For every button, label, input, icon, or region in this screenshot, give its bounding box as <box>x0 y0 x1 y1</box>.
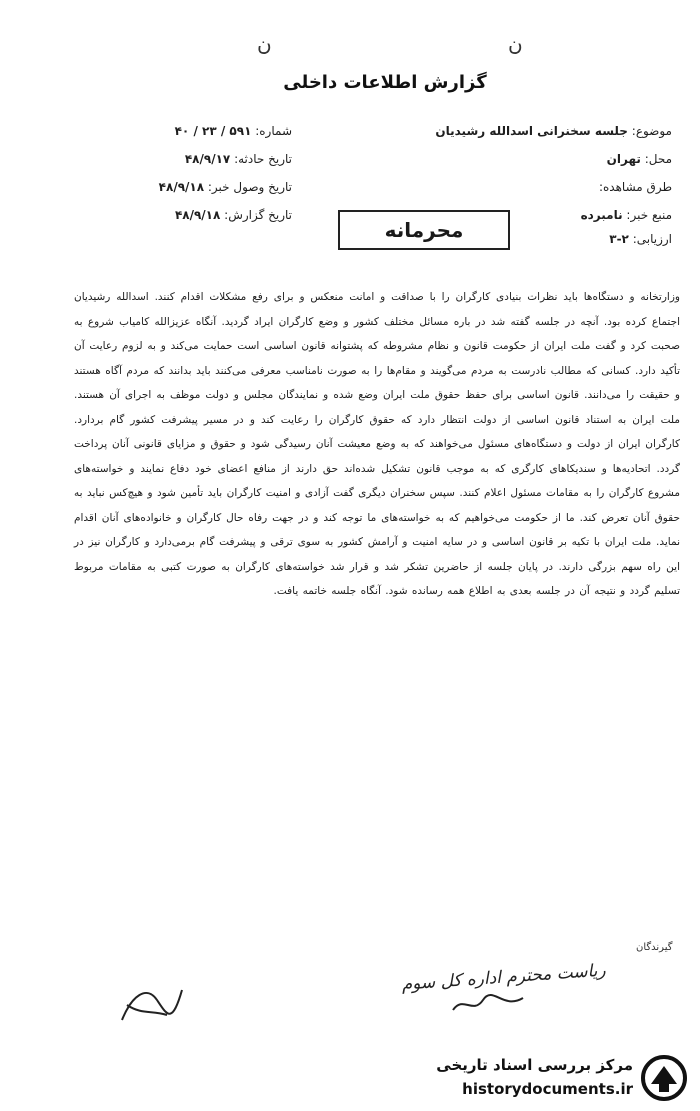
subject-value: جلسه سخنرانی اسدالله رشیدیان <box>435 124 628 138</box>
archive-watermark <box>405 1050 693 1106</box>
evaluation-label: ارزیابی <box>636 232 672 246</box>
date-event-row: تاریخ حادثه: ۴۸/۹/۱۷ <box>184 152 292 166</box>
recipients-label: گیرندگان <box>636 942 673 953</box>
emblem-right: ن <box>508 32 523 56</box>
watermark-org-name: مرکز بررسی اسناد تاریخی <box>436 1056 633 1074</box>
date-event-value: ۴۸/۹/۱۷ <box>184 152 231 166</box>
date-event-label: تاریخ حادثه <box>238 152 292 166</box>
archive-logo-icon <box>639 1054 689 1102</box>
number-label: شماره <box>259 124 292 138</box>
report-body: وزارتخانه و دستگاه‌ها باید نظرات بنیادی کارگران را با صداقت و امانت منعکس و برای رفع مشکلات اقدام کنند. اسدالله رشیدیان اجتماع کرده ‌بود. آنچه در جلسه گفته شد در باره مسائل مختلف کشور و وضع کارگران ایراد گردید. آنگاه عزیزالله کامیاب شروع به صحبت کرد و گفت ملت ایران از حکومت قانون و نظام مشروطه که پشتوانه قانون اساسی است حمایت می‌کند و به لزوم رعایت آن تأکید دارد. کسانی که مطالب نادرست به مردم می‌گویند و مقام‌ها را به صورت نامناسب معرفی می‌کنند باید بدانند که مردم آگاه هستند و حقیقت را می‌دانند. قانون اساسی برای حفظ حقوق ملت ایران وضع شده و نمایندگان مجلس و دولت موظف به اجرای آن هستند. ملت ایران به استناد قانون اساسی از دولت انتظار دارد که حقوق کارگران را رعایت کند و در مسیر پیشرفت کشور گام بردارد. کارگران ایران از دولت و دستگاه‌های مسئول می‌خواهند که به وضع معیشت آنان رسیدگی شود و حقوق و مزایای قانونی آنان پرداخت گردد. اتحادیه‌ها و سندیکاهای کارگری که به موجب قانون تشکیل شده‌اند حق دارند از منافع اعضای خود دفاع نمایند و خواسته‌های مشروع کارگران را به مقامات مسئول اعلام کنند. سپس سخنران دیگری گفت آزادی و امنیت کارگران باید تأمین شود و هیچ‌کس نباید به حقوق آنان تعرض کند. ما از حکومت می‌خواهیم که به خواسته‌های ما توجه کند و در جهت رفاه حال کارگران و خانواده‌های آنان اقدام نماید. ملت ایران با تکیه بر قانون اساسی و در سایه امنیت و آرامش کشور به سوی ترقی و پیشرفت گام برمی‌دارد و کارگران نیز در این راه سهم بزرگی دارند. در پایان جلسه از حاضرین تشکر شد و قرار شد خواسته‌های کارگران به صورت کتبی به مقامات مربوط تسلیم گردد و نتیجه آن در جلسه بعدی به اطلاع همه رسانده شود. آنگاه جلسه خاتمه یافت. <box>74 291 680 597</box>
emblem-left: ن <box>257 32 272 56</box>
witness-row: طرق مشاهده: <box>598 180 672 194</box>
date-report-value: ۴۸/۹/۱۸ <box>174 208 221 222</box>
place-label: محل <box>648 152 672 166</box>
number-value: ۵۹۱ / ۲۳ / ۴۰ <box>174 124 252 138</box>
witness-label: طرق مشاهده <box>603 180 672 194</box>
watermark-url: historydocuments.ir <box>462 1080 633 1098</box>
date-receive-row: تاریخ وصول خبر: ۴۸/۹/۱۸ <box>158 180 292 194</box>
place-row: محل: تهران <box>606 152 672 166</box>
evaluation-value: ۲-۳ <box>609 232 629 246</box>
source-label: منبع خبر <box>630 208 672 222</box>
evaluation-row: ارزیابی: ۲-۳ <box>609 232 672 246</box>
document-title: گزارش اطلاعات داخلی <box>283 72 487 93</box>
confidential-stamp: محرمانه <box>338 210 510 250</box>
number-row: شماره: ۵۹۱ / ۲۳ / ۴۰ <box>174 124 292 138</box>
subject-label: موضوع <box>635 124 672 138</box>
subject-row: موضوع: جلسه سخنرانی اسدالله رشیدیان <box>435 124 672 138</box>
date-receive-label: تاریخ وصول خبر <box>211 180 292 194</box>
source-value: نامبرده <box>580 208 623 222</box>
signature-scribble <box>112 965 192 1035</box>
place-value: تهران <box>606 152 641 166</box>
handwritten-date-mark <box>448 990 528 1020</box>
source-row: منبع خبر: نامبرده <box>580 208 672 222</box>
date-report-label: تاریخ گزارش <box>228 208 292 222</box>
handwritten-note: ریاست محترم اداره کل سوم <box>400 960 607 995</box>
date-receive-value: ۴۸/۹/۱۸ <box>158 180 205 194</box>
date-report-row: تاریخ گزارش: ۴۸/۹/۱۸ <box>174 208 292 222</box>
